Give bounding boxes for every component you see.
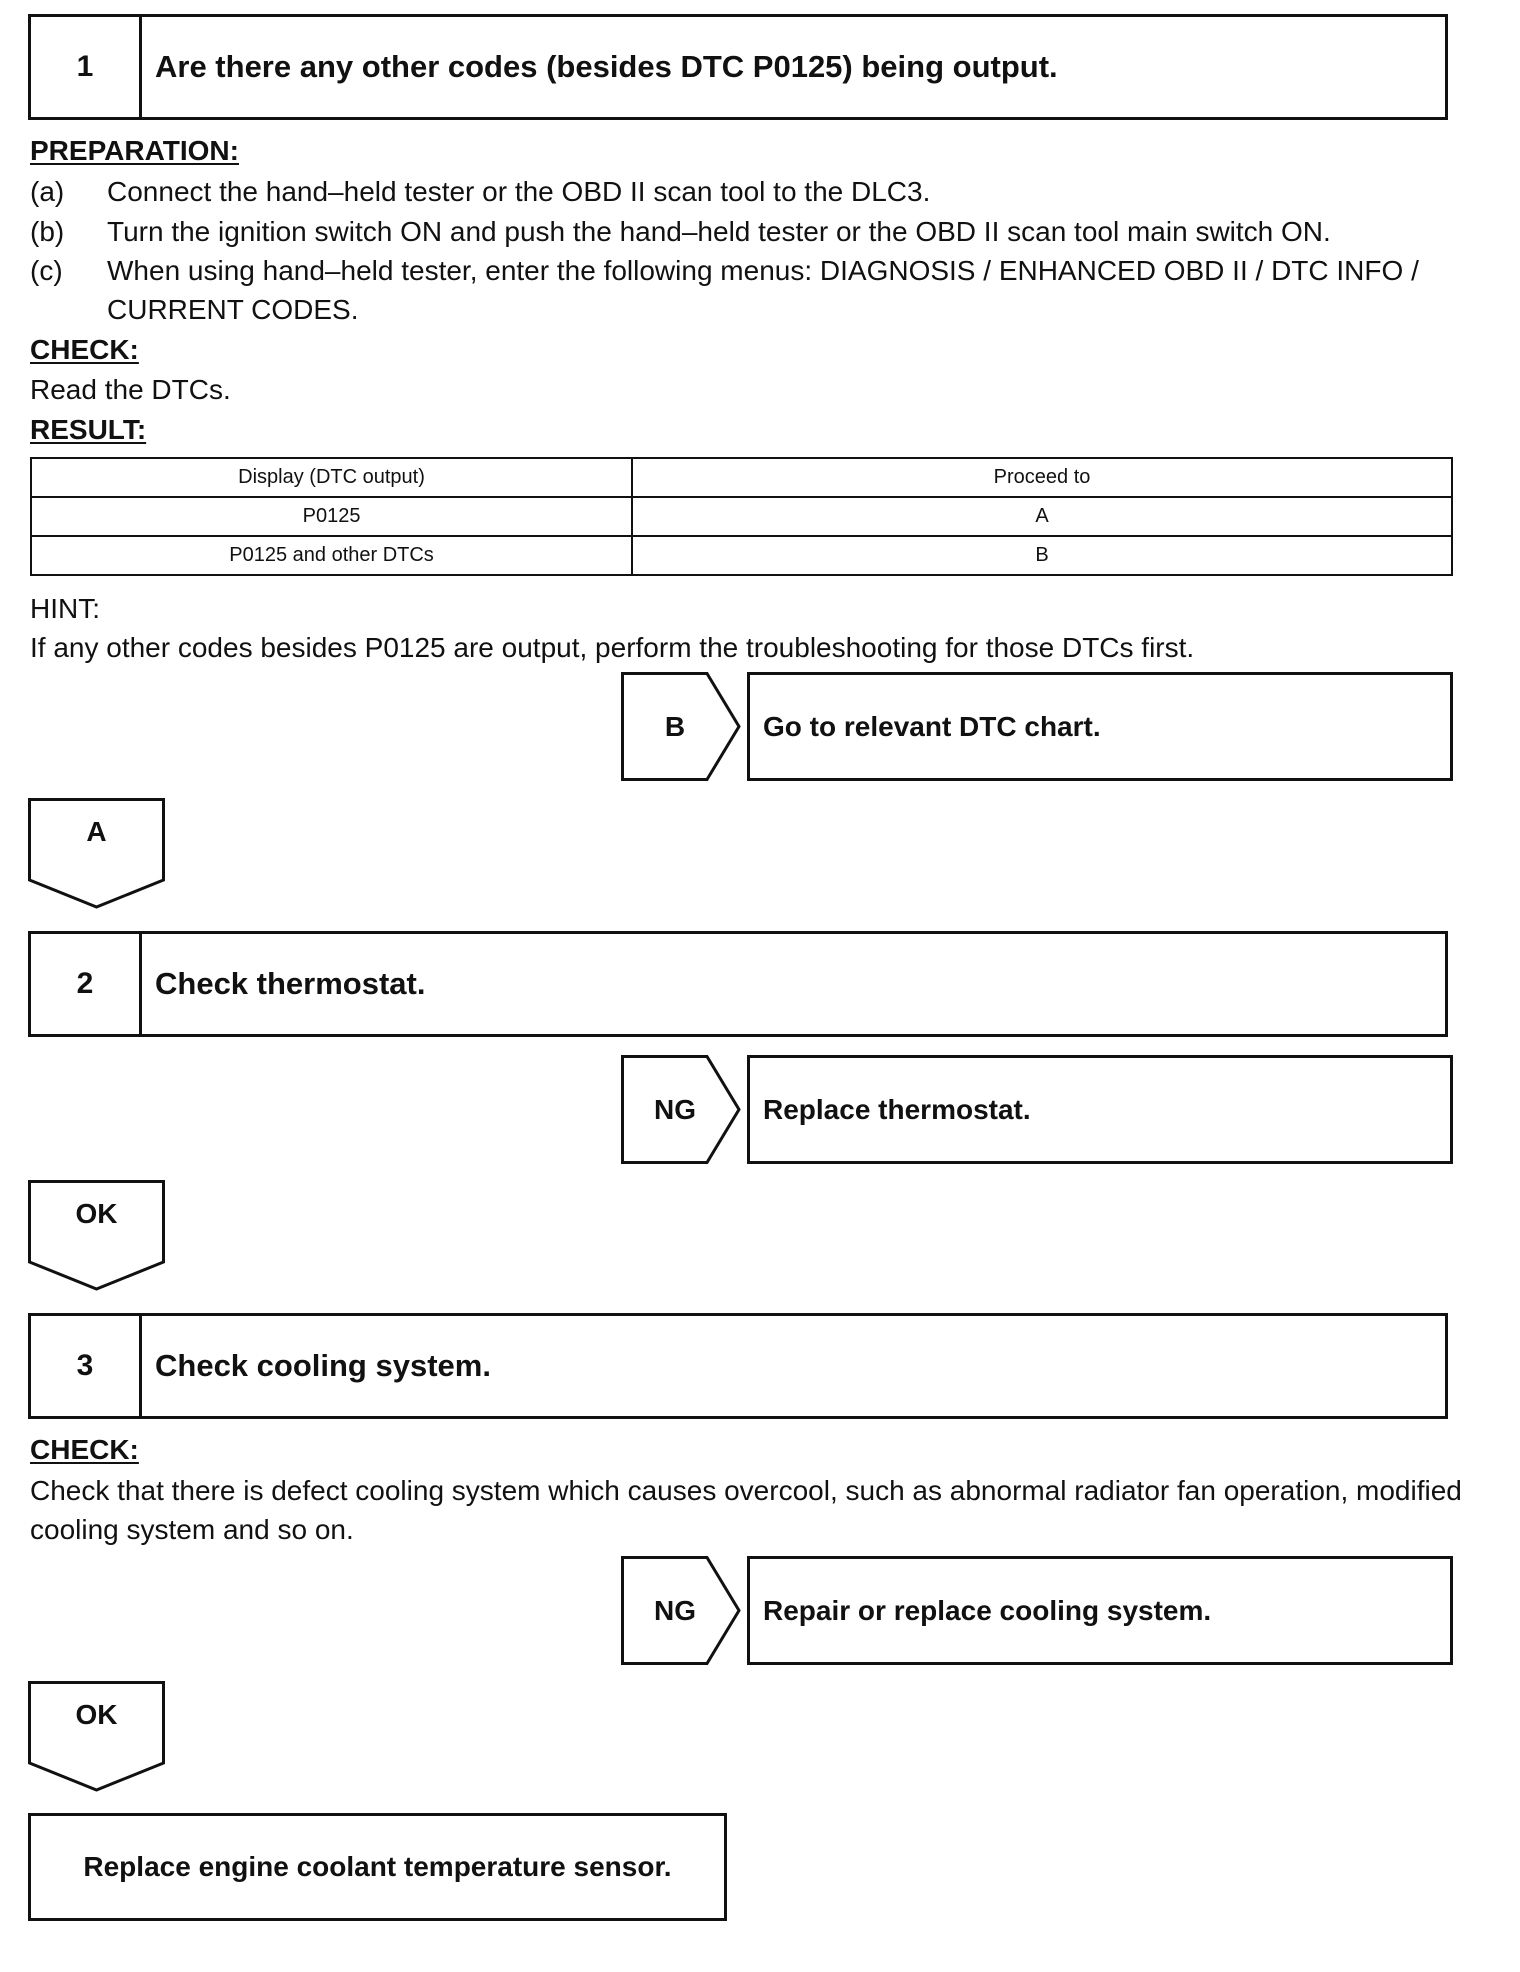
result-cell-display: P0125: [31, 497, 632, 536]
branch-action-ng-2: Replace thermostat.: [747, 1055, 1453, 1164]
down-arrow-icon: [28, 798, 165, 910]
preparation-item-a-label: (a): [30, 176, 65, 207]
result-cell-proceed: A: [632, 497, 1452, 536]
result-table: [30, 457, 1453, 576]
continue-arrow-ok-2: [28, 1180, 165, 1292]
step-3-box: [28, 1313, 1448, 1419]
continue-arrow-ok-3: [28, 1681, 165, 1793]
branch-action-b: Go to relevant DTC chart.: [747, 672, 1453, 781]
result-heading: RESULT:: [30, 414, 147, 445]
branch-label-ng-3: NG: [654, 1594, 696, 1626]
continue-label-ok-3: OK: [75, 1699, 118, 1730]
final-action-box: Replace engine coolant temperature sensor.: [28, 1813, 727, 1921]
continue-arrow-a: [28, 798, 165, 910]
preparation-item-c-label: (c): [30, 255, 63, 286]
table-row: [31, 497, 1452, 536]
step-1-number: 1: [31, 17, 142, 117]
hint-text: If any other codes besides P0125 are output, perform the troubleshooting for those DTCs first.: [30, 632, 1195, 663]
down-arrow-icon: [28, 1180, 165, 1292]
result-header-display: Display (DTC output): [31, 458, 632, 497]
preparation-item-b-text: Turn the ignition switch ON and push the hand–held tester or the OBD II scan tool main switch ON.: [107, 216, 1331, 247]
step-2-title: Check thermostat.: [155, 966, 426, 1001]
preparation-item-a-text: Connect the hand–held tester or the OBD II scan tool to the DLC3.: [107, 176, 931, 207]
preparation-item-b-label: (b): [30, 216, 65, 247]
continue-label-a: A: [86, 816, 107, 847]
result-cell-proceed: B: [632, 536, 1452, 575]
branch-action-ng-3: Repair or replace cooling system.: [747, 1556, 1453, 1665]
preparation-heading: PREPARATION:: [30, 135, 239, 166]
step-1-box: [28, 14, 1448, 120]
result-header-proceed: Proceed to: [632, 458, 1452, 497]
step-1-title: Are there any other codes (besides DTC P0125) being output.: [155, 49, 1058, 84]
step-2-box: [28, 931, 1448, 1037]
check-heading-3: CHECK:: [30, 1434, 139, 1465]
branch-arrow-b: [621, 672, 743, 781]
step-2-number: 2: [31, 934, 142, 1034]
check-text-1: Read the DTCs.: [30, 374, 231, 405]
step-3-number: 3: [31, 1316, 142, 1416]
continue-label-ok-2: OK: [75, 1198, 118, 1229]
result-cell-display: P0125 and other DTCs: [31, 536, 632, 575]
hint-heading: HINT:: [30, 593, 100, 624]
check-heading-1: CHECK:: [30, 334, 139, 365]
down-arrow-icon: [28, 1681, 165, 1793]
branch-arrow-ng-2: [621, 1055, 743, 1164]
branch-label-ng-2: NG: [654, 1093, 696, 1125]
result-table-header-row: [31, 458, 1452, 497]
branch-label-b: B: [664, 710, 686, 742]
table-row: [31, 536, 1452, 575]
check-text-3: Check that there is defect cooling system which causes overcool, such as abnormal radiator fan operation, modified cooling system and so on.: [30, 1475, 1462, 1545]
branch-arrow-ng-3: [621, 1556, 743, 1665]
preparation-item-c-text: When using hand–held tester, enter the following menus: DIAGNOSIS / ENHANCED OBD II / DTC INFO / CURRENT CODES.: [107, 255, 1419, 325]
step-3-title: Check cooling system.: [155, 1348, 491, 1383]
